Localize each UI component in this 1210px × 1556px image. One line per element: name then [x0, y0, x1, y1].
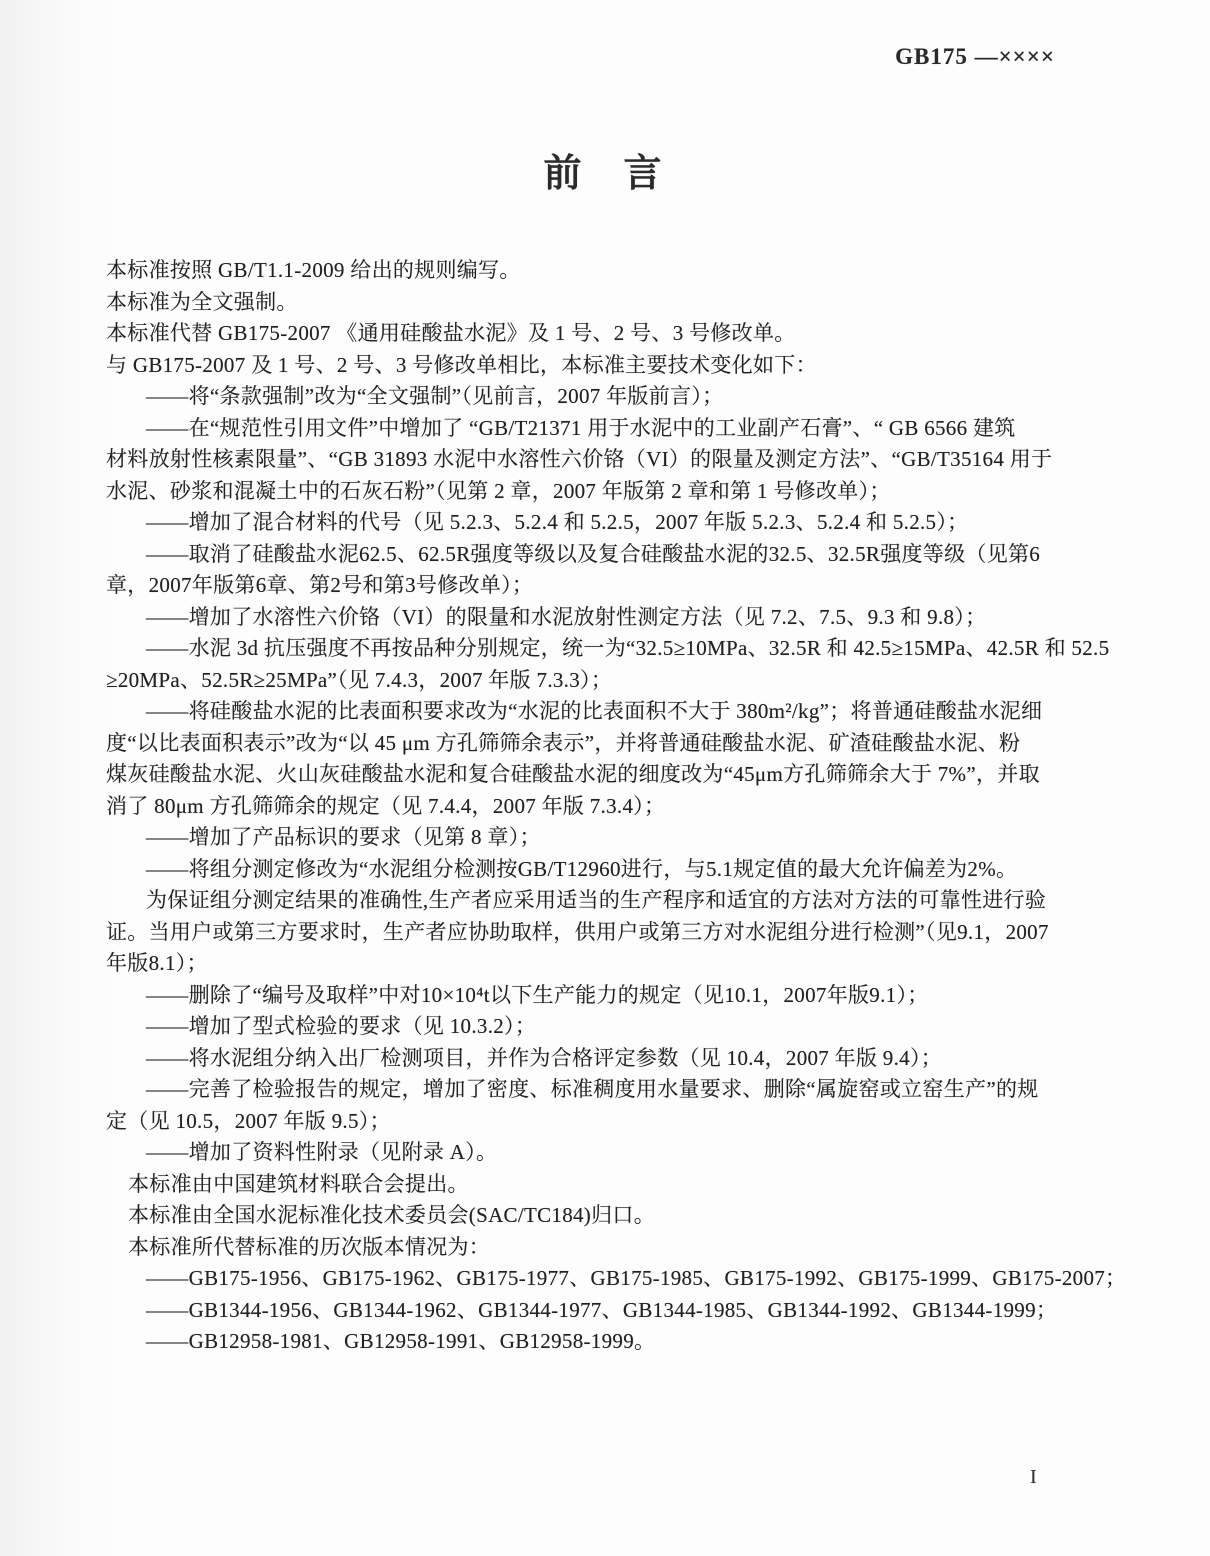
foreword-line: 材料放射性核素限量”、“GB 31893 水泥中水溶性六价铬（VI）的限量及测定方法”、“GB/T35164 用于: [106, 447, 1053, 471]
foreword-line: ——增加了混合材料的代号（见 5.2.3、5.2.4 和 5.2.5，2007 年版 5.2.3、5.2.4 和 5.2.5）；: [146, 510, 969, 534]
foreword-line: ——GB1344-1956、GB1344-1962、GB1344-1977、GB1344-1985、GB1344-1992、GB1344-1999；: [146, 1297, 1058, 1322]
foreword-line: 年版8.1）；: [106, 951, 208, 975]
foreword-line: 煤灰硅酸盐水泥、火山灰硅酸盐水泥和复合硅酸盐水泥的细度改为“45μm方孔筛筛余大于 7%”，并取: [106, 762, 1040, 786]
foreword-line: 度“以比表面积表示”改为“以 45 μm 方孔筛筛余表示”，并将普通硅酸盐水泥、矿渣硅酸盐水泥、粉: [106, 730, 1021, 755]
foreword-line: 本标准所代替标准的历次版本情况为：: [128, 1234, 491, 1259]
foreword-line: 消了 80μm 方孔筛筛余的规定（见 7.4.4，2007 年版 7.3.4）；: [106, 793, 666, 818]
foreword-line: ——将硅酸盐水泥的比表面积要求改为“水泥的比表面积不大于 380m²/kg”；将普通硅酸盐水泥细: [146, 699, 1043, 723]
foreword-line: ——将水泥组分纳入出厂检测项目，并作为合格评定参数（见 10.4，2007 年版 9.4）；: [146, 1045, 943, 1070]
foreword-line: 本标准代替 GB175-2007 《通用硅酸盐水泥》及 1 号、2 号、3 号修改单。: [106, 321, 796, 345]
foreword-line: ——将组分测定修改为“水泥组分检测按GB/T12960进行，与5.1规定值的最大允许偏差为2%。: [146, 856, 1018, 881]
foreword-line: ——增加了型式检验的要求（见 10.3.2）；: [146, 1014, 537, 1038]
foreword-line: ——GB175-1956、GB175-1962、GB175-1977、GB175-1985、GB175-1992、GB175-1999、GB175-2007；: [146, 1266, 1127, 1290]
foreword-line: ——水泥 3d 抗压强度不再按品种分别规定，统一为“32.5≥10MPa、32.5R 和 42.5≥15MPa、42.5R 和 52.5: [146, 636, 1110, 660]
foreword-line: 章，2007年版第6章、第2号和第3号修改单）；: [106, 573, 534, 597]
foreword-line: ——GB12958-1981、GB12958-1991、GB12958-1999。: [146, 1329, 656, 1353]
standard-code: GB175 —××××: [895, 44, 1055, 69]
foreword-line: 本标准由全国水泥标准化技术委员会(SAC/TC184)归口。: [128, 1203, 656, 1227]
foreword-line: ——删除了“编号及取样”中对10×10⁴t以下生产能力的规定（见10.1，2007年版9.1）；: [146, 982, 929, 1007]
foreword-line: ——增加了资料性附录（见附录 A）。: [146, 1140, 498, 1164]
foreword-line: ——增加了水溶性六价铬（VI）的限量和水泥放射性测定方法（见 7.2、7.5、9.3 和 9.8）；: [146, 604, 987, 629]
foreword-line: 本标准按照 GB/T1.1-2009 给出的规则编写。: [106, 258, 521, 282]
foreword-line: ——增加了产品标识的要求（见第 8 章）；: [146, 825, 541, 849]
foreword-line: 本标准为全文强制。: [106, 289, 298, 314]
foreword-line: ——将“条款强制”改为“全文强制”（见前言，2007 年版前言）；: [146, 384, 724, 408]
foreword-line: 定（见 10.5，2007 年版 9.5）；: [106, 1108, 391, 1133]
foreword-line: ≥20MPa、52.5R≥25MPa”（见 7.4.3，2007 年版 7.3.3）；: [106, 667, 613, 692]
page-number: I: [1030, 1466, 1037, 1488]
foreword-line: ——取消了硅酸盐水泥62.5、62.5R强度等级以及复合硅酸盐水泥的32.5、32.5R强度等级（见第6: [146, 541, 1041, 566]
foreword-line: ——在“规范性引用文件”中增加了 “GB/T21371 用于水泥中的工业副产石膏”、“ GB 6566 建筑: [146, 415, 1016, 440]
foreword-line: 本标准由中国建筑材料联合会提出。: [128, 1171, 469, 1196]
foreword-line: 为保证组分测定结果的准确性,生产者应采用适当的生产程序和适宜的方法对方法的可靠性进行验: [146, 888, 1047, 912]
foreword-body: [106, 255, 1127, 1358]
page-title: 前 言: [543, 153, 664, 195]
foreword-line: ——完善了检验报告的规定，增加了密度、标准稠度用水量要求、删除“属旋窑或立窑生产”的规: [146, 1077, 1039, 1101]
foreword-line: 与 GB175-2007 及 1 号、2 号、3 号修改单相比，本标准主要技术变化如下：: [106, 352, 817, 377]
foreword-line: 证。当用户或第三方要求时，生产者应协助取样，供用户或第三方对水泥组分进行检测”（见9.1，2007: [106, 919, 1049, 944]
foreword-line: 水泥、砂浆和混凝土中的石灰石粉”（见第 2 章，2007 年版第 2 章和第 1 号修改单）；: [106, 478, 891, 503]
